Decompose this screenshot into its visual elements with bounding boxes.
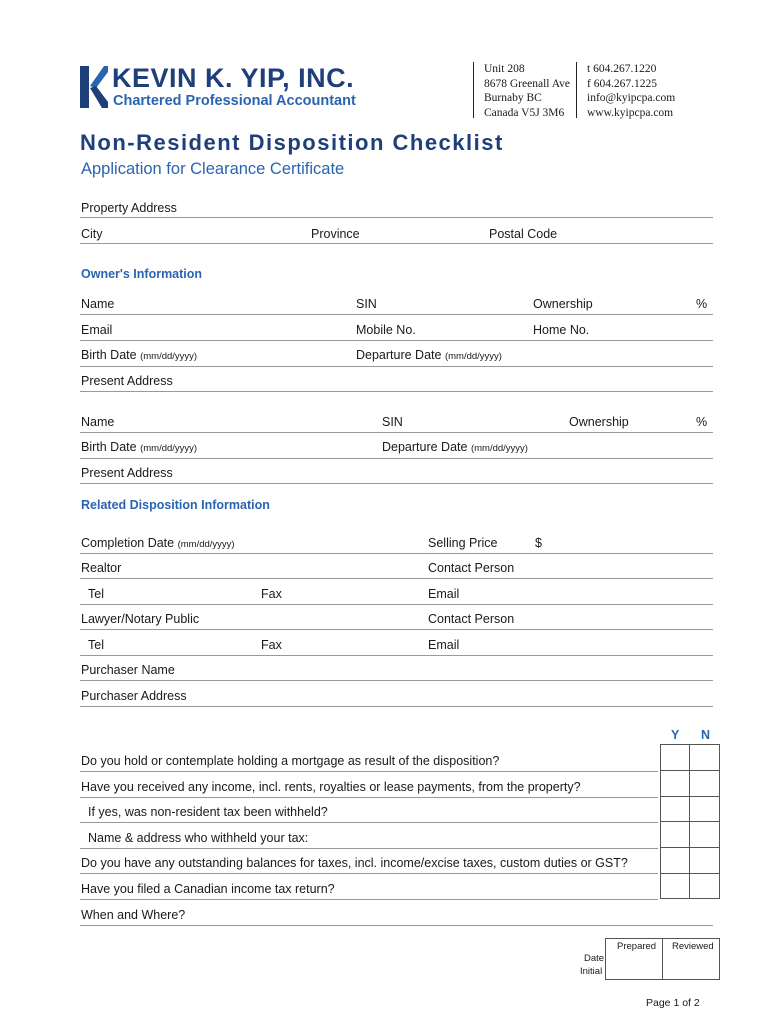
completion-price-field[interactable] [80, 553, 713, 554]
date-label: Date [584, 953, 605, 964]
purchaser-address-field[interactable] [80, 706, 713, 707]
lawyer-label: Lawyer/Notary Public [81, 612, 200, 626]
grid-row-line [660, 873, 720, 874]
contact-email[interactable]: info@kyipcpa.com [587, 92, 676, 104]
city-province-postal-field[interactable] [80, 243, 713, 244]
contact-phone: t 604.267.1220 [587, 63, 657, 75]
owner1-percent: % [696, 297, 708, 311]
yes-column-header: Y [671, 728, 680, 742]
owner1-present-address-label: Present Address [81, 374, 173, 388]
realtor-field[interactable] [80, 578, 713, 579]
question-line [80, 771, 658, 772]
province-label: Province [311, 227, 360, 241]
realtor-tel-label: Tel [88, 587, 104, 601]
lawyer-contact-field[interactable] [80, 655, 713, 656]
selling-price-label: Selling Price [428, 536, 498, 550]
completion-date-label: Completion Date (mm/dd/yyyy) [81, 536, 235, 550]
owner1-name-label: Name [81, 297, 115, 311]
city-label: City [81, 227, 103, 241]
header-divider-right [576, 62, 577, 118]
question-tax-withheld: If yes, was non-resident tax been withheld? [88, 805, 328, 819]
realtor-contact-field[interactable] [80, 604, 713, 605]
postal-code-label: Postal Code [489, 227, 558, 241]
contact-website[interactable]: www.kyipcpa.com [587, 106, 674, 119]
owner2-birth-label: Birth Date (mm/dd/yyyy) [81, 440, 198, 454]
owner2-name-field[interactable] [80, 432, 713, 433]
address-line: Unit 208 [484, 63, 525, 75]
owner1-ownership-label: Ownership [533, 297, 593, 311]
reviewed-label: Reviewed [672, 941, 714, 952]
lawyer-contact-person-label: Contact Person [428, 612, 515, 626]
owner2-sin-label: SIN [382, 415, 403, 429]
owner1-email-label: Email [81, 323, 113, 337]
owner2-present-address-label: Present Address [81, 466, 173, 480]
owner2-name-label: Name [81, 415, 115, 429]
realtor-email-label: Email [428, 587, 460, 601]
owner1-name-field[interactable] [80, 314, 713, 315]
firm-subtitle: Chartered Professional Accountant [113, 93, 356, 109]
grid-row-line [660, 847, 720, 848]
page-title: Non-Resident Disposition Checklist [80, 130, 504, 155]
contact-fax: f 604.267.1225 [587, 77, 657, 90]
lawyer-email-label: Email [428, 638, 460, 652]
disposition-heading: Related Disposition Information [81, 498, 270, 512]
grid-row-line [660, 770, 720, 771]
question-withholder-name: Name & address who withheld your tax: [88, 831, 309, 845]
question-outstanding-balances: Do you have any outstanding balances for taxes, incl. income/excise taxes, custom duties or GST? [81, 856, 628, 870]
grid-row-line [660, 821, 720, 822]
when-where-field[interactable] [80, 925, 713, 926]
owners-info-heading: Owner's Information [81, 267, 203, 281]
owner1-departure-label: Departure Date (mm/dd/yyyy) [356, 348, 502, 362]
property-address-field[interactable] [80, 217, 713, 218]
lawyer-tel-label: Tel [88, 638, 104, 652]
question-when-where: When and Where? [81, 908, 186, 922]
address-line: 8678 Greenall Ave [484, 77, 571, 90]
owner1-home-label: Home No. [533, 323, 590, 337]
firm-logo-icon [80, 66, 108, 108]
realtor-contact-person-label: Contact Person [428, 561, 515, 575]
owner2-departure-label: Departure Date (mm/dd/yyyy) [382, 440, 528, 454]
owner1-email-field[interactable] [80, 340, 713, 341]
owner1-sin-label: SIN [356, 297, 377, 311]
question-line [80, 822, 658, 823]
question-mortgage: Do you hold or contemplate holding a mortgage as result of the disposition? [81, 754, 500, 768]
realtor-fax-label: Fax [261, 587, 282, 601]
purchaser-name-field[interactable] [80, 680, 713, 681]
initial-label: Initial [580, 966, 603, 977]
purchaser-address-label: Purchaser Address [81, 689, 187, 703]
firm-name: KEVIN K. YIP, INC. [112, 63, 355, 93]
question-filed-return: Have you filed a Canadian income tax return? [81, 882, 335, 896]
page-subtitle: Application for Clearance Certificate [81, 160, 345, 178]
owner1-birth-label: Birth Date (mm/dd/yyyy) [81, 348, 198, 362]
no-column-header: N [701, 728, 711, 742]
property-address-label: Property Address [81, 201, 177, 215]
question-line [80, 873, 658, 874]
question-income: Have you received any income, incl. rents, royalties or lease payments, from the property? [81, 780, 581, 794]
question-line[interactable] [80, 848, 658, 849]
purchaser-name-label: Purchaser Name [81, 663, 175, 677]
question-line [80, 899, 658, 900]
owner2-dates-field[interactable] [80, 458, 713, 459]
owner2-ownership-label: Ownership [569, 415, 629, 429]
owner1-mobile-label: Mobile No. [356, 323, 416, 337]
page-number: Page 1 of 2 [646, 997, 700, 1009]
firm-contact [587, 62, 675, 120]
address-line: Canada V5J 3M6 [484, 106, 565, 119]
owner2-present-address-field[interactable] [80, 483, 713, 484]
address-line: Burnaby BC [484, 92, 542, 104]
question-line [80, 797, 658, 798]
prepared-label: Prepared [617, 941, 657, 952]
dollar-sign: $ [535, 536, 542, 550]
grid-row-line [660, 796, 720, 797]
realtor-label: Realtor [81, 561, 122, 575]
owner1-dates-field[interactable] [80, 366, 713, 367]
lawyer-field[interactable] [80, 629, 713, 630]
lawyer-fax-label: Fax [261, 638, 282, 652]
owner1-present-address-field[interactable] [80, 391, 713, 392]
firm-address [484, 62, 570, 120]
owner2-percent: % [696, 415, 708, 429]
header-divider-left [473, 62, 474, 118]
